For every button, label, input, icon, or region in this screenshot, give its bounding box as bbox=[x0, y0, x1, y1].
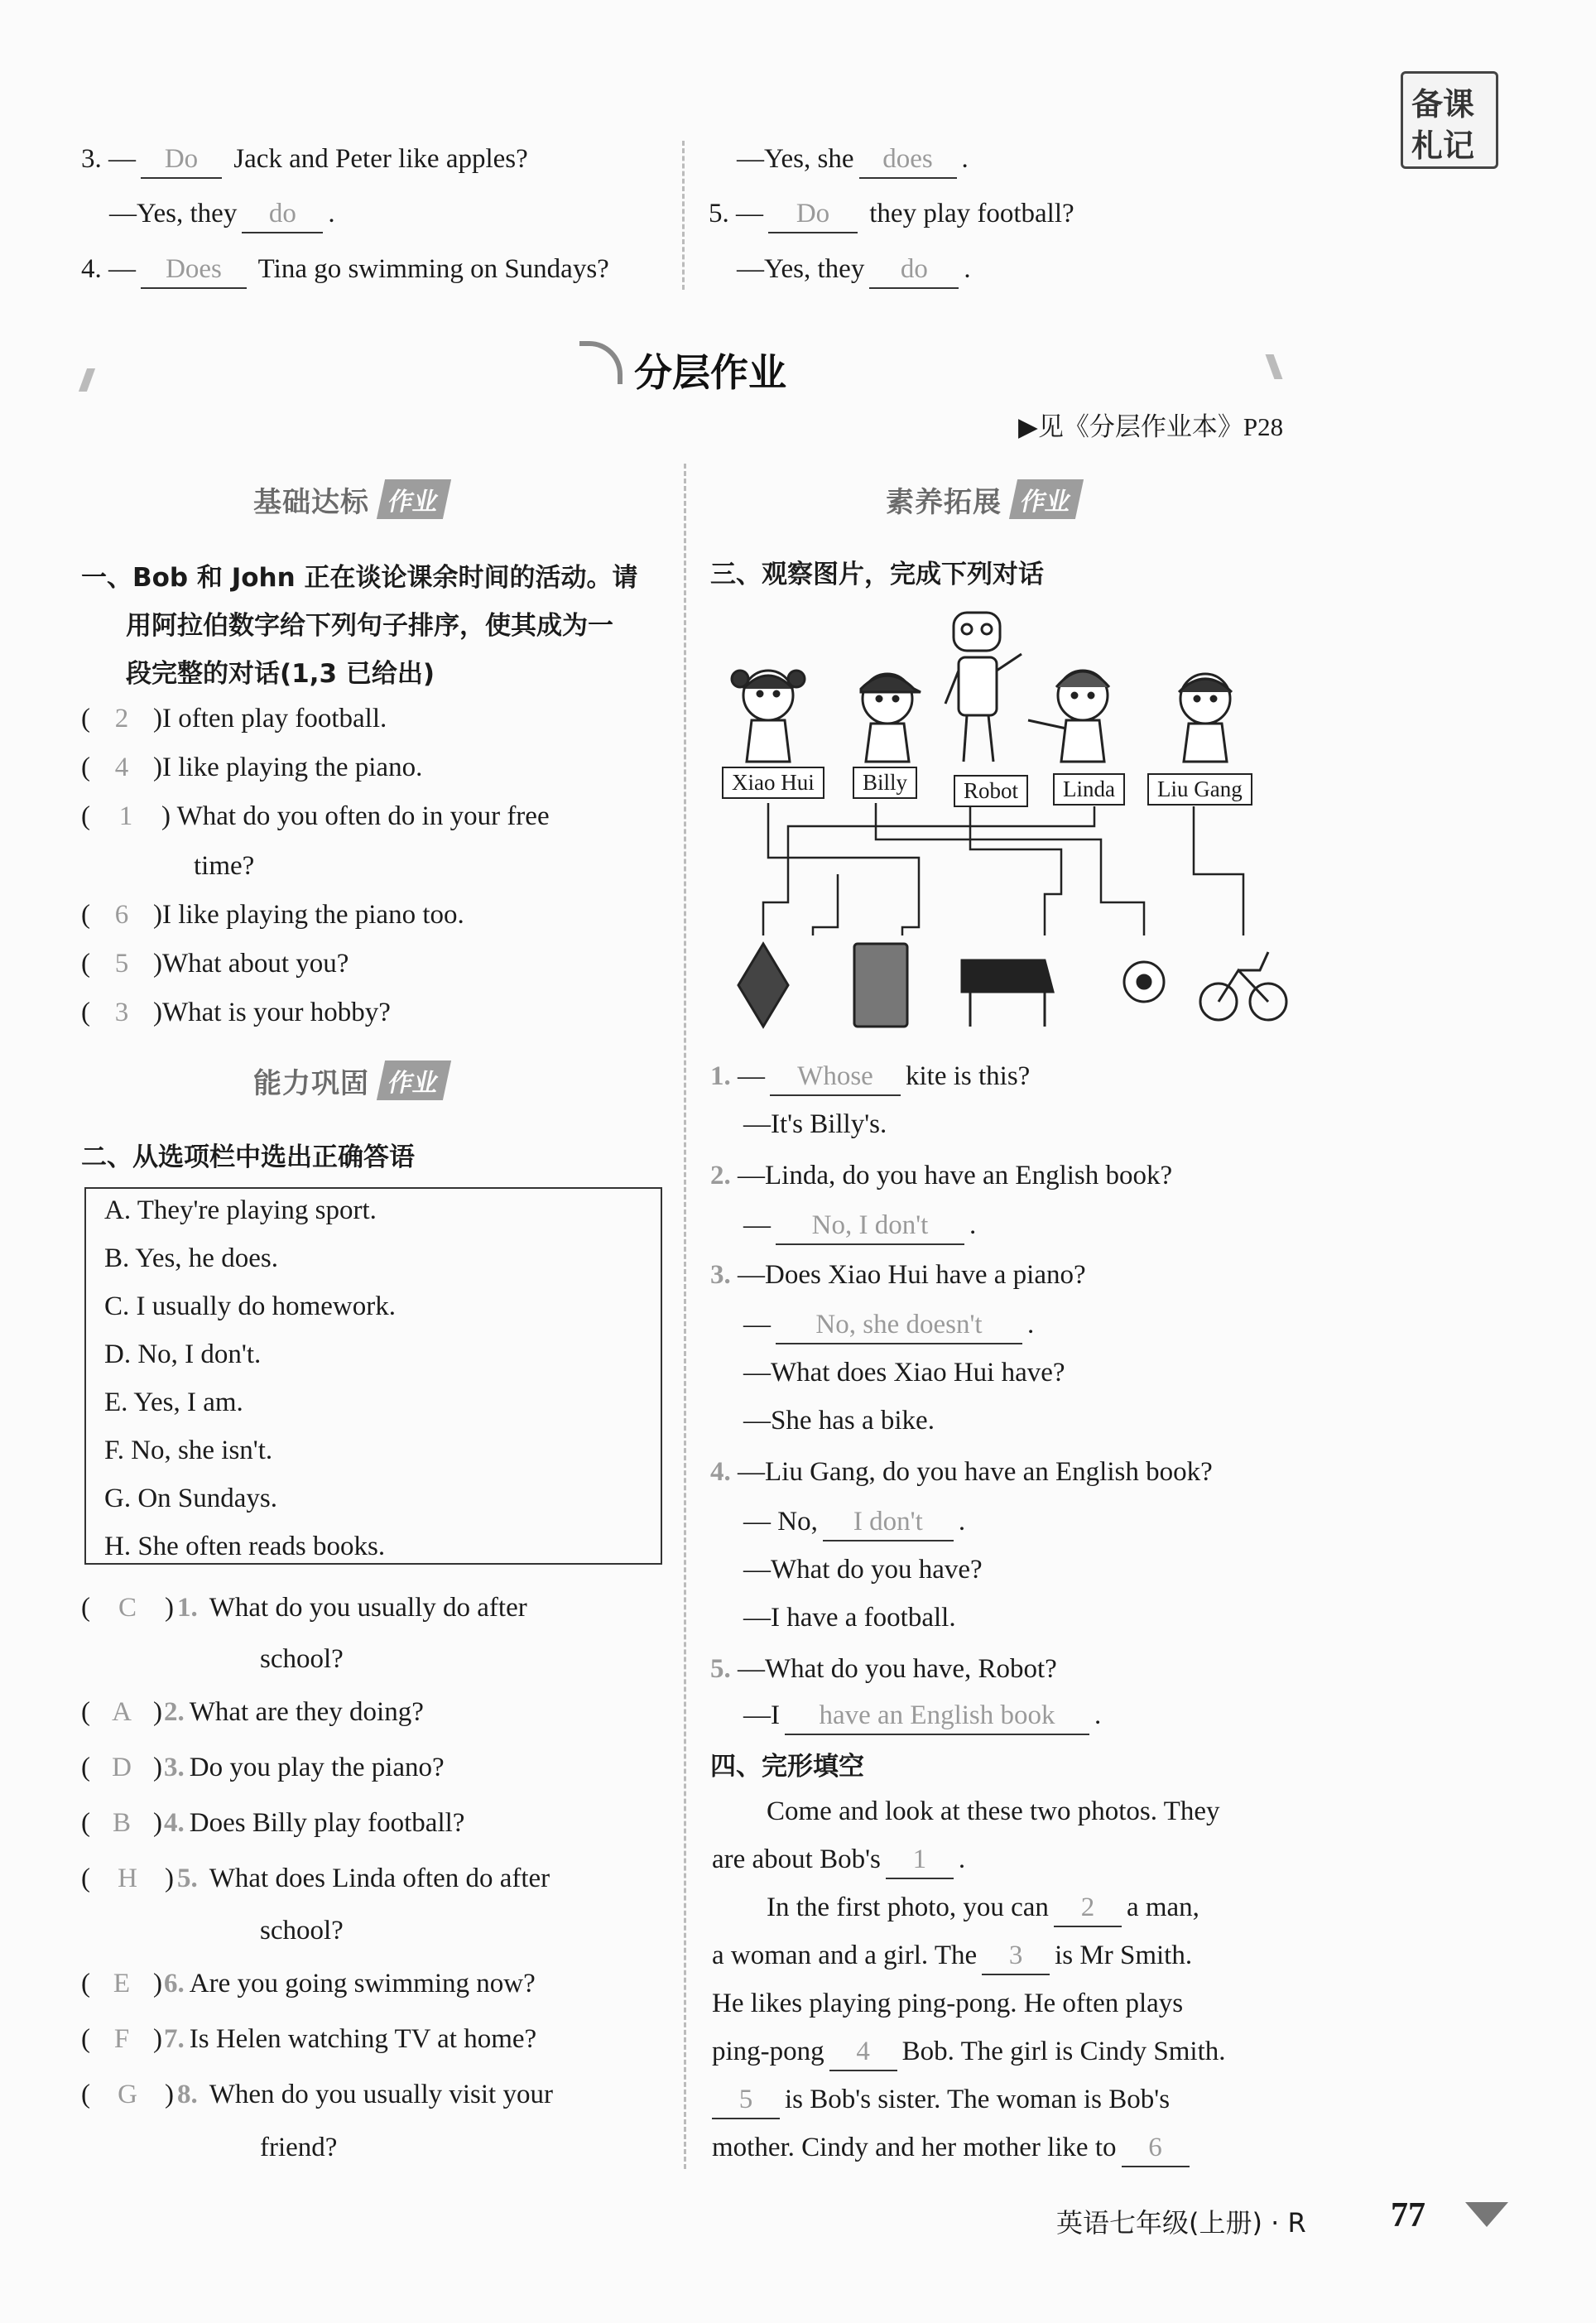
cloze-line: Come and look at these two photos. They bbox=[767, 1796, 1220, 1826]
dialog-line: —What does Xiao Hui have? bbox=[743, 1358, 1065, 1388]
section-rule-left bbox=[79, 368, 95, 392]
part2-title: 二、从选项栏中选出正确答语 bbox=[81, 1142, 415, 1172]
cloze-line: In the first photo, you can 2 a man, bbox=[767, 1889, 1199, 1927]
option: A. They're playing sport. bbox=[104, 1195, 377, 1225]
dialog-line: — No, I don't . bbox=[743, 1207, 976, 1245]
badge-ability: 能力巩固 作业 bbox=[253, 1061, 447, 1099]
section-title: 分层作业 bbox=[634, 350, 786, 395]
part1-title-line3: 段完整的对话(1,3 已给出) bbox=[126, 659, 435, 689]
name-label: Liu Gang bbox=[1147, 773, 1252, 806]
column-divider bbox=[684, 464, 686, 2169]
cloze-line: a woman and a girl. The 3 is Mr Smith. bbox=[712, 1937, 1192, 1975]
part2-question: ( E )6. Are you going swimming now? bbox=[81, 1969, 536, 1998]
top-q3: 3. — Do Jack and Peter like apples? bbox=[81, 141, 528, 179]
dialog-line: 1. — Whose kite is this? bbox=[710, 1058, 1030, 1096]
top-q5: 5. — Do they play football? bbox=[709, 195, 1074, 233]
dialog-line: — No, I don't . bbox=[743, 1503, 965, 1541]
notes-badge bbox=[1401, 71, 1498, 169]
dialog-line: — No, she doesn't . bbox=[743, 1306, 1034, 1344]
matching-lines bbox=[763, 803, 1243, 935]
cloze-line: ping-pong 4 Bob. The girl is Cindy Smith. bbox=[712, 2033, 1226, 2071]
top-q4: 4. — Does Tina go swimming on Sundays? bbox=[81, 251, 609, 289]
cloze-line: mother. Cindy and her mother like to 6 bbox=[712, 2129, 1195, 2167]
part2-question-cont: friend? bbox=[260, 2133, 338, 2162]
part2-question-cont: school? bbox=[260, 1916, 344, 1945]
dialog-line: 2. —Linda, do you have an English book? bbox=[710, 1161, 1173, 1190]
option: H. She often reads books. bbox=[104, 1532, 386, 1561]
part2-question: ( G ) 8. When do you usually visit your bbox=[81, 2080, 553, 2109]
dialog-line: 5. —What do you have, Robot? bbox=[710, 1654, 1057, 1684]
top-q4-reply: —Yes, she does . bbox=[737, 141, 969, 179]
notes-badge-line1: 备课 bbox=[1411, 86, 1475, 123]
cloze-line: He likes playing ping-pong. He often plays bbox=[712, 1989, 1184, 2018]
part2-question: ( B )4. Does Billy play football? bbox=[81, 1808, 465, 1838]
part2-question: ( A )2. What are they doing? bbox=[81, 1697, 424, 1727]
dialog-line: —She has a bike. bbox=[743, 1406, 935, 1436]
part2-question: ( C ) 1. What do you usually do after bbox=[81, 1593, 527, 1623]
part1-item: ( 2 )I often play football. bbox=[81, 704, 387, 733]
name-label: Robot bbox=[954, 775, 1028, 807]
dialog-line: —I have a football. bbox=[743, 1603, 956, 1633]
dialog-line: —I have an English book . bbox=[743, 1697, 1101, 1735]
name-label: Billy bbox=[853, 767, 917, 799]
piano-icon bbox=[962, 960, 1053, 1027]
option: G. On Sundays. bbox=[104, 1484, 278, 1513]
part2-question-cont: school? bbox=[260, 1644, 344, 1674]
part3-title: 三、观察图片，完成下列对话 bbox=[710, 560, 1044, 589]
boy-icon bbox=[1179, 674, 1232, 762]
option: F. No, she isn't. bbox=[104, 1436, 273, 1465]
option: E. Yes, I am. bbox=[104, 1388, 243, 1417]
kite-icon bbox=[738, 944, 788, 1027]
part2-question: ( H ) 5. What does Linda often do after bbox=[81, 1864, 550, 1893]
part1-item: ( 3 )What is your hobby? bbox=[81, 998, 391, 1027]
part1-item: ( 6 )I like playing the piano too. bbox=[81, 900, 464, 930]
part1-item: ( 4 )I like playing the piano. bbox=[81, 753, 423, 782]
name-label: Xiao Hui bbox=[722, 767, 824, 799]
bike-icon bbox=[1200, 952, 1286, 1020]
part4-title: 四、完形填空 bbox=[710, 1752, 864, 1782]
footer-book-title: 英语七年级(上册) · R bbox=[1056, 2207, 1306, 2239]
section-rule-right bbox=[1266, 354, 1283, 379]
section-ref: ▶见《分层作业本》P28 bbox=[1018, 412, 1284, 441]
dialog-line: 4. —Liu Gang, do you have an English book? bbox=[710, 1457, 1213, 1487]
option: C. I usually do homework. bbox=[104, 1291, 396, 1321]
part2-question: ( D )3. Do you play the piano? bbox=[81, 1753, 445, 1782]
matching-picture bbox=[714, 596, 1293, 1043]
part1-item-cont: time? bbox=[194, 851, 255, 881]
dialog-line: —What do you have? bbox=[743, 1555, 983, 1585]
top-divider bbox=[682, 141, 685, 290]
cloze-line: are about Bob's 1 . bbox=[712, 1841, 965, 1879]
football-icon bbox=[1124, 962, 1164, 1002]
option: B. Yes, he does. bbox=[104, 1243, 278, 1273]
cloze-line: 5 is Bob's sister. The woman is Bob's bbox=[712, 2081, 1170, 2119]
part1-item: ( 1 ) What do you often do in your free bbox=[81, 801, 550, 831]
part2-question: ( F )7. Is Helen watching TV at home? bbox=[81, 2024, 537, 2054]
top-q3-reply: —Yes, they do . bbox=[109, 195, 335, 233]
option: D. No, I don't. bbox=[104, 1339, 262, 1369]
badge-basic: 基础达标 作业 bbox=[253, 480, 447, 518]
badge-extend: 素养拓展 作业 bbox=[886, 480, 1079, 518]
name-label: Linda bbox=[1053, 773, 1125, 806]
part1-title-line2: 用阿拉伯数字给下列句子排序，使其成为一 bbox=[126, 611, 613, 641]
girl-curly-icon bbox=[1028, 671, 1109, 762]
section-swoosh-icon bbox=[579, 341, 623, 384]
girl-icon bbox=[732, 671, 805, 762]
part1-title-line1: 一、Bob 和 John 正在谈论课余时间的活动。请 bbox=[81, 563, 638, 593]
boy-cap-icon bbox=[861, 674, 921, 762]
footer-page-number: 77 bbox=[1391, 2196, 1425, 2234]
book-icon bbox=[854, 944, 907, 1027]
footer-arrow-icon bbox=[1465, 2202, 1508, 2227]
dialog-line: —It's Billy's. bbox=[743, 1109, 887, 1139]
part1-item: ( 5 )What about you? bbox=[81, 949, 349, 979]
dialog-line: 3. —Does Xiao Hui have a piano? bbox=[710, 1260, 1086, 1290]
robot-icon bbox=[945, 613, 1022, 762]
notes-badge-line2: 札记 bbox=[1411, 127, 1475, 164]
top-q5-reply: —Yes, they do . bbox=[737, 251, 971, 289]
